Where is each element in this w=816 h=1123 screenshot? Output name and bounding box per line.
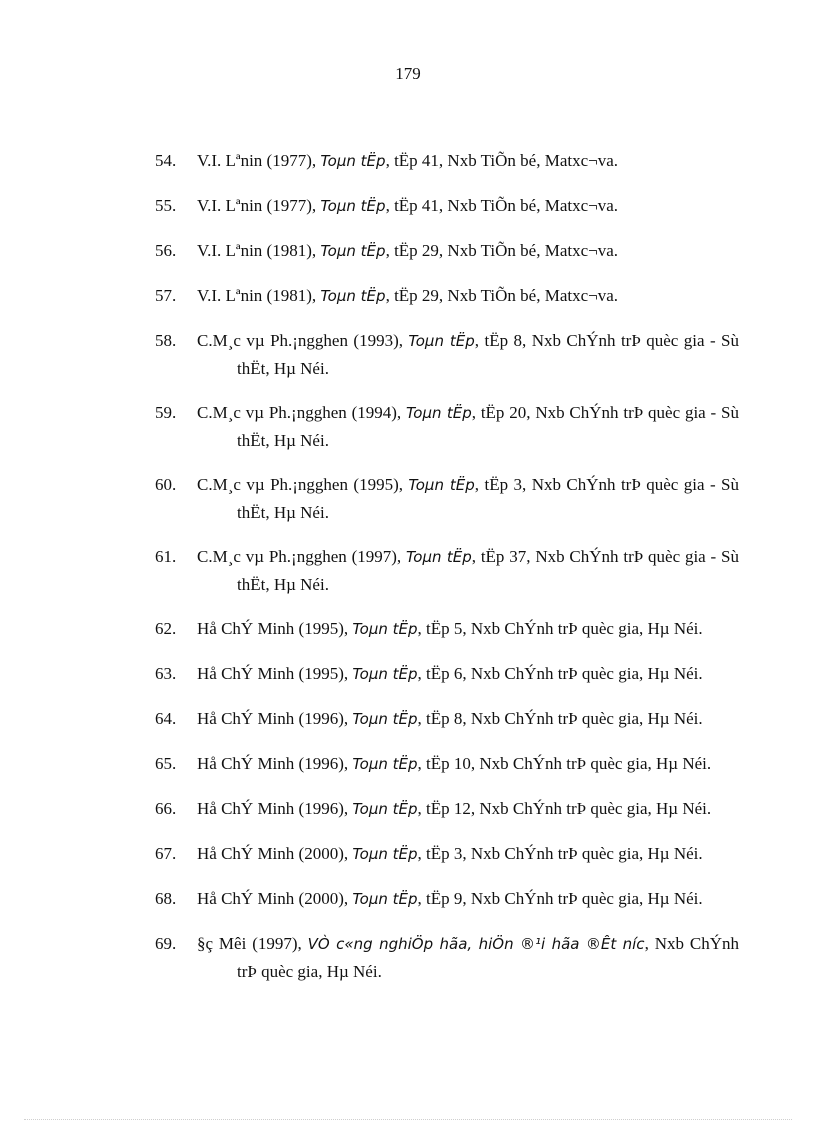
reference-item	[155, 471, 739, 526]
reference-details: , tËp 41, Nxb TiÕn bé, Matxc¬va.	[385, 151, 619, 170]
reference-details: , Nxb ChÝnh trÞ quèc gia, Hµ Néi.	[237, 934, 739, 981]
reference-author-year: V.I. Lªnin (1977),	[197, 151, 321, 170]
reference-details: , tËp 37, Nxb ChÝnh trÞ quèc gia - Sù thËt, Hµ Néi.	[237, 547, 739, 594]
reference-author-year: Hå ChÝ Minh (1996),	[197, 709, 353, 728]
reference-author-year: Hå ChÝ Minh (1995),	[197, 664, 353, 683]
reference-item	[155, 885, 739, 913]
reference-details: , tËp 3, Nxb ChÝnh trÞ quèc gia - Sù thËt, Hµ Néi.	[237, 475, 739, 522]
reference-number: 55.	[155, 196, 177, 215]
reference-number: 58.	[155, 331, 177, 350]
reference-number: 67.	[155, 844, 177, 863]
reference-author-year: Hå ChÝ Minh (1996),	[197, 754, 353, 773]
reference-item	[155, 327, 739, 382]
reference-details: , tËp 10, Nxb ChÝnh trÞ quèc gia, Hµ Néi.	[417, 754, 712, 773]
reference-title: Toµn tËp	[352, 845, 418, 863]
reference-number: 60.	[155, 475, 177, 494]
reference-title: Toµn tËp	[320, 152, 386, 170]
reference-author-year: Hå ChÝ Minh (2000),	[197, 844, 353, 863]
reference-title: Toµn tËp	[405, 548, 472, 566]
page-number: 179	[395, 64, 421, 83]
reference-title: Toµn tËp	[352, 620, 418, 638]
reference-details: , tËp 9, Nxb ChÝnh trÞ quèc gia, Hµ Néi.	[417, 889, 703, 908]
reference-list	[155, 130, 739, 992]
reference-title: Toµn tËp	[352, 755, 418, 773]
reference-details: , tËp 29, Nxb TiÕn bé, Matxc¬va.	[385, 241, 619, 260]
reference-number: 68.	[155, 889, 177, 908]
reference-title: Toµn tËp	[320, 197, 386, 215]
reference-title: Toµn tËp	[320, 287, 386, 305]
reference-item	[155, 282, 739, 310]
reference-number: 69.	[155, 934, 177, 953]
reference-title: Toµn tËp	[408, 476, 475, 494]
reference-number: 64.	[155, 709, 177, 728]
reference-author-year: C.M¸c vµ Ph.¡ngghen (1997),	[197, 547, 406, 566]
reference-item	[155, 930, 739, 985]
reference-details: , tËp 20, Nxb ChÝnh trÞ quèc gia - Sù thËt, Hµ Néi.	[237, 403, 739, 450]
reference-title: Toµn tËp	[352, 800, 418, 818]
reference-item	[155, 660, 739, 688]
reference-details: , tËp 5, Nxb ChÝnh trÞ quèc gia, Hµ Néi.	[417, 619, 703, 638]
reference-item	[155, 705, 739, 733]
reference-number: 59.	[155, 403, 177, 422]
reference-details: , tËp 3, Nxb ChÝnh trÞ quèc gia, Hµ Néi.	[417, 844, 703, 863]
reference-number: 54.	[155, 151, 177, 170]
reference-title: VÒ c«ng nghiÖp hãa, hiÖn ®¹i hãa ®Êt níc	[307, 935, 645, 953]
reference-title: Toµn tËp	[352, 710, 418, 728]
reference-author-year: C.M¸c vµ Ph.¡ngghen (1995),	[197, 475, 409, 494]
page-bottom-divider	[24, 1119, 792, 1120]
reference-author-year: C.M¸c vµ Ph.¡ngghen (1993),	[197, 331, 409, 350]
reference-author-year: Hå ChÝ Minh (1995),	[197, 619, 353, 638]
reference-details: , tËp 29, Nxb TiÕn bé, Matxc¬va.	[385, 286, 619, 305]
reference-number: 56.	[155, 241, 177, 260]
reference-item	[155, 750, 739, 778]
reference-number: 65.	[155, 754, 177, 773]
reference-author-year: Hå ChÝ Minh (2000),	[197, 889, 353, 908]
reference-details: , tËp 12, Nxb ChÝnh trÞ quèc gia, Hµ Néi.	[417, 799, 712, 818]
reference-item	[155, 543, 739, 598]
reference-author-year: V.I. Lªnin (1981),	[197, 286, 321, 305]
reference-title: Toµn tËp	[352, 890, 418, 908]
reference-number: 66.	[155, 799, 177, 818]
reference-title: Toµn tËp	[408, 332, 475, 350]
reference-item	[155, 840, 739, 868]
reference-details: , tËp 41, Nxb TiÕn bé, Matxc¬va.	[385, 196, 619, 215]
reference-details: , tËp 8, Nxb ChÝnh trÞ quèc gia, Hµ Néi.	[417, 709, 703, 728]
reference-item	[155, 795, 739, 823]
reference-title: Toµn tËp	[405, 404, 472, 422]
reference-item	[155, 399, 739, 454]
reference-details: , tËp 8, Nxb ChÝnh trÞ quèc gia - Sù thËt, Hµ Néi.	[237, 331, 739, 378]
reference-number: 62.	[155, 619, 177, 638]
reference-item	[155, 147, 739, 175]
reference-number: 57.	[155, 286, 177, 305]
reference-title: Toµn tËp	[352, 665, 418, 683]
reference-author-year: Hå ChÝ Minh (1996),	[197, 799, 353, 818]
reference-item	[155, 237, 739, 265]
reference-number: 61.	[155, 547, 177, 566]
reference-author-year: V.I. Lªnin (1981),	[197, 241, 321, 260]
reference-number: 63.	[155, 664, 177, 683]
reference-details: , tËp 6, Nxb ChÝnh trÞ quèc gia, Hµ Néi.	[417, 664, 703, 683]
reference-author-year: C.M¸c vµ Ph.¡ngghen (1994),	[197, 403, 406, 422]
reference-item	[155, 192, 739, 220]
reference-author-year: V.I. Lªnin (1977),	[197, 196, 321, 215]
reference-item	[155, 615, 739, 643]
reference-title: Toµn tËp	[320, 242, 386, 260]
reference-author-year: §ç Mêi (1997),	[197, 934, 308, 953]
